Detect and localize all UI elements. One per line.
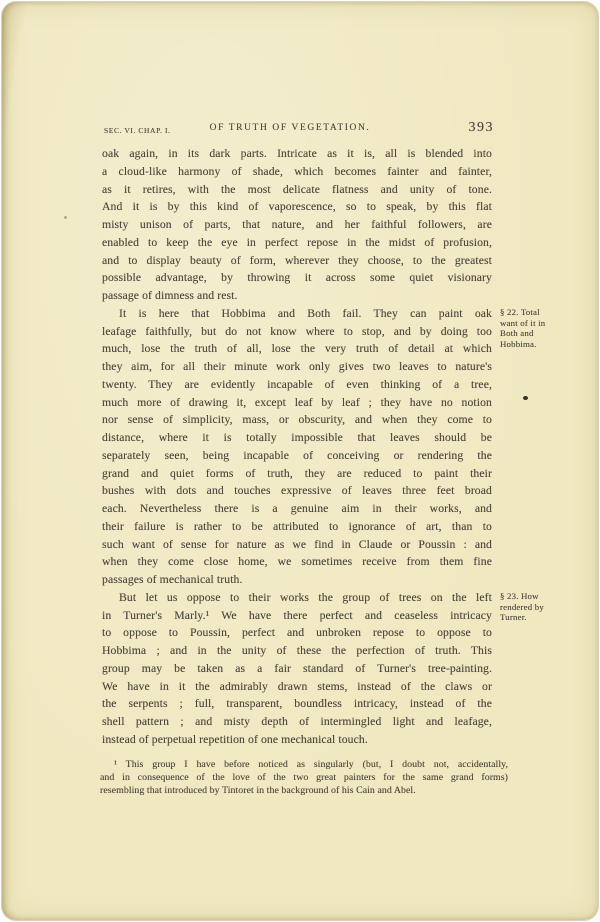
page-scan xyxy=(1,1,599,921)
paragraph-1 xyxy=(102,145,492,305)
body-text-line: in Turner's Marly.¹ We have there perfect and ceaseless intricacy xyxy=(102,608,492,622)
body-text-line: enabled to keep the eye in perfect repose in the midst of profusion, xyxy=(102,235,492,249)
margin-note-section-23 xyxy=(500,591,594,623)
paper-blemish xyxy=(64,216,67,219)
running-header xyxy=(102,120,492,138)
header-title: OF TRUTH OF VEGETATION. xyxy=(209,123,371,133)
body-text-line: We have in it the admirably drawn stems, instead of the claws or xyxy=(102,679,492,693)
paragraph-2 xyxy=(102,305,492,589)
body-text-line: possible advantage, by throwing it across some quiet visionary xyxy=(102,271,492,285)
body-text-line: passages of mechanical truth. xyxy=(102,573,243,586)
body-text-line: Hobbima ; and in the unity of these the perfection of truth. This xyxy=(102,644,492,657)
body-text-line: shell pattern ; and misty depth of intermingled light and leafage, xyxy=(102,715,492,728)
margin-note-line: Hobbima. xyxy=(500,338,537,349)
body-text-line: oak again, in its dark parts. Intricate as it is, all is blended into xyxy=(102,147,492,160)
body-text-line: nor sense of simplicity, mass, or obscurity, and when they come to xyxy=(102,413,492,427)
body-text-line: they aim, for all their minute work only gives two leaves to nature's xyxy=(102,360,492,373)
margin-note-line: § 23. How xyxy=(500,591,539,601)
body-text-line: passage of dimness and rest. xyxy=(102,289,238,302)
body-text-line: group may be taken as a fair standard of Turner's tree-painting. xyxy=(102,661,492,675)
body-text-line: much more of drawing it, except leaf by leaf ; they have no notion xyxy=(102,395,492,409)
paragraph-3 xyxy=(102,589,492,749)
margin-note-section-22 xyxy=(500,307,594,349)
footnote-line: and in consequence of the love of the two great painters for the same grand forms) xyxy=(100,772,508,784)
body-text-line: such want of sense for nature as we find in Claude or Poussin : and xyxy=(102,537,492,551)
body-text-line: grand and quiet forms of truth, they are reduced to paint their xyxy=(102,466,492,480)
margin-note-line: want of it in xyxy=(500,317,546,328)
body-text-line: when they come close home, we sometimes receive from them fine xyxy=(102,555,492,569)
body-text-line: to oppose to Poussin, perfect and unbroken repose to oppose to xyxy=(102,626,492,640)
body-text-line: distance, where it is totally impossible that leaves should be xyxy=(102,431,492,444)
margin-note-line: rendered by xyxy=(500,601,544,612)
body-text-line: instead of perpetual repetition of one mechanical touch. xyxy=(102,732,368,746)
body-text-line: a cloud-like harmony of shade, which becomes fainter and fainter, xyxy=(102,164,492,178)
body-text-line: their failure is rather to be attributed to ignorance of art, than to xyxy=(102,519,492,533)
body-text-line: each. Nevertheless there is a genuine aim in their works, and xyxy=(102,502,492,515)
margin-note-line: Both and xyxy=(500,328,534,339)
body-text-line: the serpents ; full, transparent, boundless intricacy, instead of the xyxy=(102,697,492,711)
body-text-line: twenty. They are evidently incapable of even thinking of a tree, xyxy=(102,377,492,391)
body-text-line: leafage faithfully, but do not know where to stop, and by doing too xyxy=(102,324,492,338)
body-text-line: And it is by this kind of vaporescence, so to speak, by this flat xyxy=(102,200,492,214)
body-text-line: much, lose the truth of all, lose the very truth of detail at which xyxy=(102,342,492,356)
footnote-line: resembling that introduced by Tintoret in the background of his Cain and Abel. xyxy=(100,785,416,797)
footnote xyxy=(100,758,508,798)
body-text-line: misty unison of parts, that nature, and her faithful followers, are xyxy=(102,218,492,231)
body-text-line: and to display beauty of form, wherever they choose, to the greatest xyxy=(102,253,492,267)
body-text-line: It is here that Hobbima and Both fail. They can paint oak xyxy=(119,306,492,320)
margin-note-line: Turner. xyxy=(500,612,527,623)
body-text-line: as it retires, with the most delicate flatness and unity of tone. xyxy=(102,182,492,196)
body-text-line: separately seen, being incapable of conceiving or rendering the xyxy=(102,448,492,462)
page-number: 393 xyxy=(468,120,494,135)
body-text-line: But let us oppose to their works the group of trees on the left xyxy=(119,590,492,604)
header-section-label: SEC. VI. CHAP. I. xyxy=(104,126,171,135)
body-text-line: bushes with dots and touches expressive of leaves three feet broad xyxy=(102,484,492,498)
ink-speck xyxy=(523,396,528,400)
body-text xyxy=(102,145,492,749)
footnote-line: ¹ This group I have before noticed as singularly (but, I doubt not, accidentally, xyxy=(114,759,508,770)
margin-note-line: § 22. Total xyxy=(500,307,540,317)
